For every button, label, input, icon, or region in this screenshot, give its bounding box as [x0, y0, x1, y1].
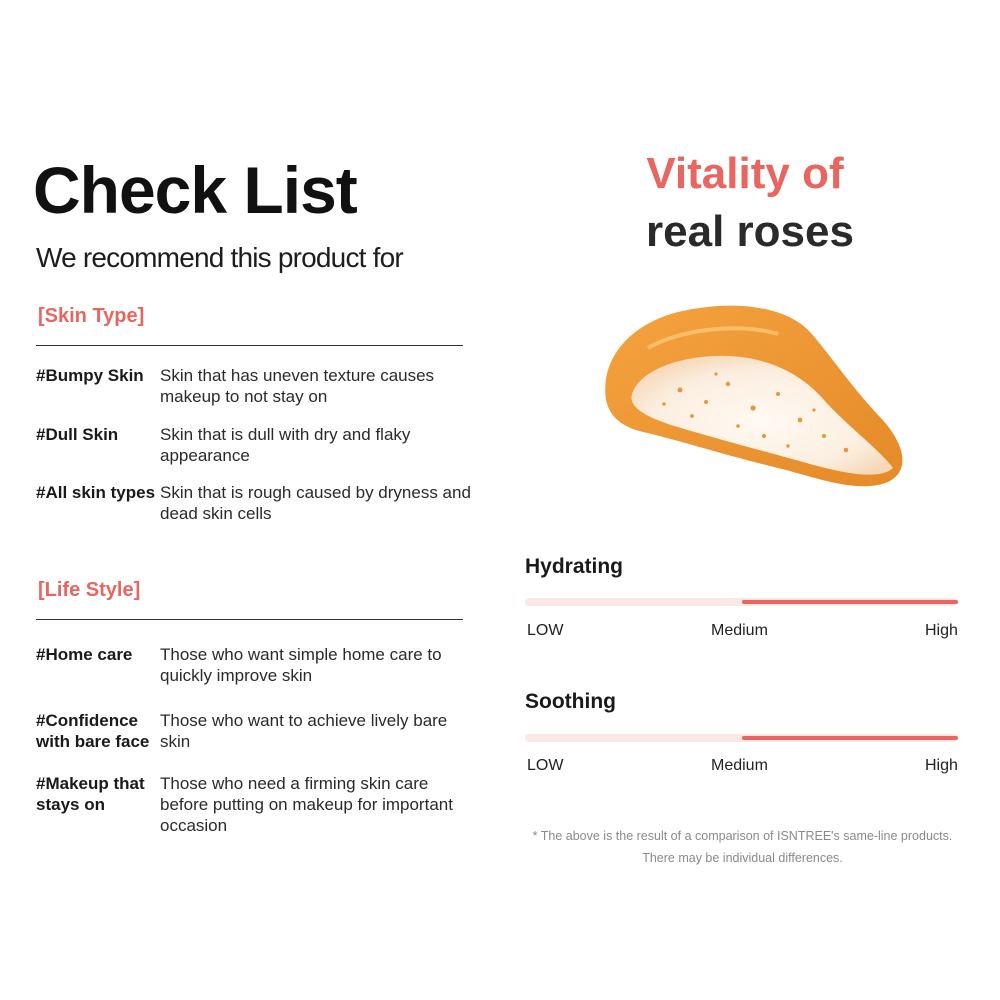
hero-headline: real roses [646, 207, 854, 256]
hero-headline-accent: Vitality of [646, 149, 844, 198]
item-tag: #Home care [36, 645, 133, 664]
item-description: Those who want to achieve lively bare skin [160, 711, 448, 751]
hydrating-medium-label: Medium [711, 622, 768, 639]
hydrating-meter-track [525, 598, 958, 606]
life-style-divider [36, 619, 463, 620]
footnote-line-2: There may be individual differences. [642, 851, 843, 865]
hydrating-meter-fill [742, 600, 959, 604]
footnote-line-1: * The above is the result of a comparison of ISNTREE's same-line products. [532, 829, 953, 843]
soothing-meter-title: Soothing [525, 690, 616, 713]
item-tag: #All skin types [36, 483, 156, 502]
item-tag: #Dull Skin [36, 425, 119, 444]
item-description: Skin that is rough caused by dryness and dead skin cells [160, 483, 471, 523]
item-description: Skin that is dull with dry and flaky appearance [160, 425, 411, 465]
item-description: Those who want simple home care to quickly improve skin [160, 645, 442, 685]
life-style-heading: [Life Style] [38, 579, 141, 601]
hydrating-meter-title: Hydrating [525, 555, 624, 578]
item-description: Skin that has uneven texture causes makeup to not stay on [160, 366, 435, 406]
item-tag: #Makeup that stays on [36, 774, 145, 814]
soothing-high-label: High [925, 757, 958, 774]
hydrating-low-label: LOW [527, 622, 564, 639]
skin-type-divider [36, 345, 463, 346]
hydrating-high-label: High [925, 622, 958, 639]
item-description: Those who need a firming skin care before putting on makeup for important occasion [160, 774, 453, 835]
item-tag: #Confidence with bare face [36, 711, 150, 751]
soothing-meter-track [525, 734, 958, 742]
item-tag: #Bumpy Skin [36, 366, 144, 385]
page-title: Check List [33, 153, 357, 227]
skin-type-heading: [Skin Type] [38, 305, 145, 327]
soothing-medium-label: Medium [711, 757, 768, 774]
soothing-meter-fill [742, 736, 959, 740]
soothing-low-label: LOW [527, 757, 564, 774]
rose-gel-texture-image [588, 290, 918, 500]
page-subtitle: We recommend this product for [36, 242, 403, 273]
